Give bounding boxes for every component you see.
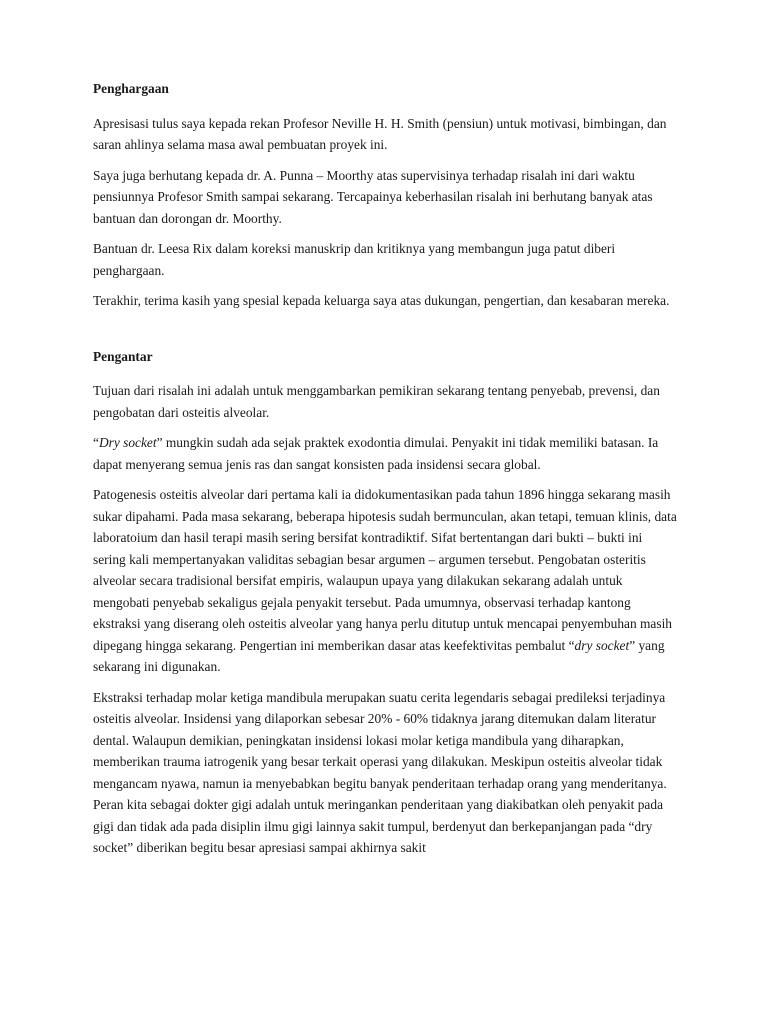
- term-dry-socket: Dry socket: [98, 435, 157, 450]
- term-dry-socket-2: dry socket: [574, 637, 630, 653]
- paragraph-acknowledgement-3: Bantuan dr. Leesa Rix dalam koreksi manuskrip dan kritiknya yang membangun juga patut diberi penghargaan.: [93, 241, 616, 278]
- paragraph-intro-2-text: ” mungkin sudah ada sejak praktek exodontia dimulai. Penyakit ini tidak memiliki batasan. Ia dapat menyerang semua jenis ras dan sangat konsisten pada insidensi secara global.: [93, 435, 659, 472]
- paragraph-intro-3: [93, 484, 678, 678]
- paragraph-acknowledgement-4: Terakhir, terima kasih yang spesial kepada keluarga saya atas dukungan, pengertian, dan kesabaran mereka.: [93, 293, 670, 308]
- paragraph-acknowledgement-1: Apresisasi tulus saya kepada rekan Profesor Neville H. H. Smith (pensiun) untuk motivasi, bimbingan, dan saran ahlinya selama masa awal pembuatan proyek ini.: [93, 115, 667, 152]
- paragraph-intro-4: Ekstraksi terhadap molar ketiga mandibula merupakan suatu cerita legendaris sebagai predileksi terjadinya osteitis alveolar. Insidensi yang dilaporkan sebesar 20% - 60% tidaknya jarang ditemukan dalam literatur dental. Walaupun demikian, peningkatan insidensi lokasi molar ketiga mandibula yang diharapkan, memberikan trauma iatrogenik yang besar terkait operasi yang dilakukan. Meskipun osteitis alveolar tidak mengancam nyawa, namun ia menyebabkan begitu banyak penderitaan terhadap orang yang menderitanya. Peran kita sebagai dokter gigi adalah untuk meringankan penderitaan yang diakibatkan oleh penyakit pada gigi dan tidak ada pada disiplin ilmu gigi lainnya sakit tumpul, berdenyut dan berkepanjangan pada “dry socket” diberikan begitu besar apresiasi sampai akhirnya sakit: [93, 689, 667, 855]
- paragraph-intro-1: Tujuan dari risalah ini adalah untuk menggambarkan pemikiran sekarang tentang penyebab, prevensi, dan pengobatan dari osteitis alveolar.: [93, 383, 660, 420]
- paragraph-acknowledgement-2: Saya juga berhutang kepada dr. A. Punna – Moorthy atas supervisinya terhadap risalah ini dari waktu pensiunnya Profesor Smith sampai sekarang. Tercapainya keberhasilan risalah ini berhutang banyak atas bantuan dan dorongan dr. Moorthy.: [93, 167, 653, 226]
- paragraph-intro-3-end: ” yang sekarang ini digunakan.: [93, 637, 665, 674]
- quote-open: “: [93, 435, 99, 450]
- document-page: [93, 78, 678, 868]
- paragraph-intro-2: [93, 432, 678, 475]
- paragraph-intro-3-text: Patogenesis osteitis alveolar dari pertama kali ia didokumentasikan pada tahun 1896 hingga sekarang masih sukar dipahami. Pada masa sekarang, beberapa hipotesis sudah bermunculan, akan tetapi, temuan klinis, data laboratoium dan hasil terapi masih sering bersifat kontradiktif. Sifat bertentangan dari bukti – bukti ini sering kali mempertanyakan validitas sebagian besar argumen – argumen tersebut. Pengobatan osteritis alveolar secara tradisional bersifat empiris, walaupun upaya yang dilakukan sekarang adalah untuk mengobati penyebab sekaligus gejala penyakit tersebut. Pada umumnya, observasi terhadap kantong ekstraksi yang diserang oleh osteitis alveolar yang hanya perlu ditutup untuk mencapai penyembuhan masih dipegang hingga sekarang. Pengertian ini memberikan dasar atas keefektivitas pembalut “: [93, 487, 677, 653]
- heading-pengantar: Pengantar: [93, 348, 153, 364]
- heading-penghargaan: Penghargaan: [93, 81, 169, 96]
